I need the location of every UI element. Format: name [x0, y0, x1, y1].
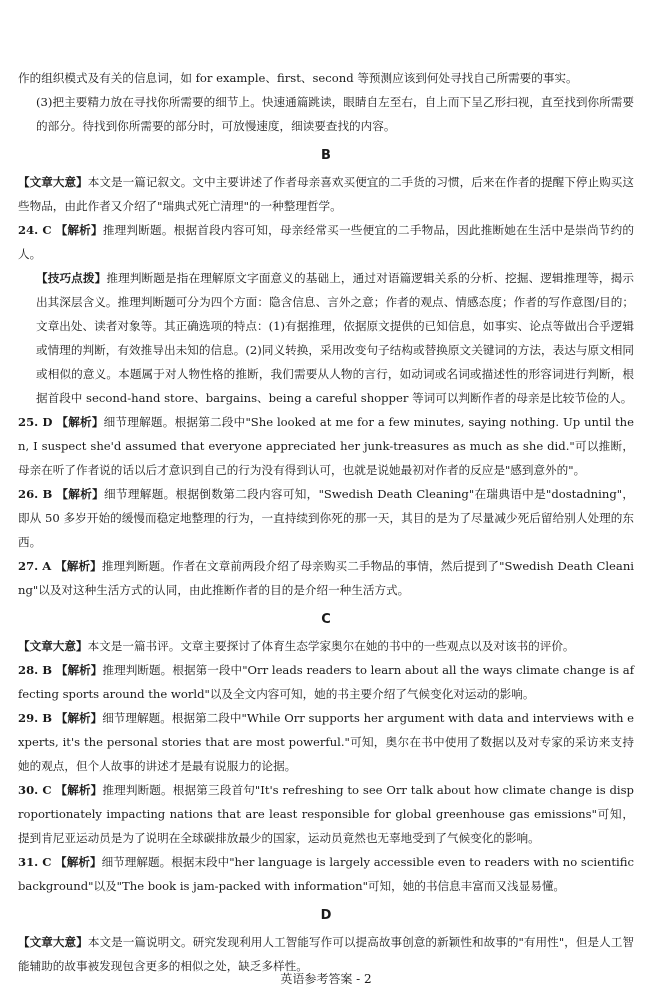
question-number: 26. B — [18, 487, 53, 501]
answer-27 — [18, 554, 634, 602]
answer-28 — [18, 658, 634, 706]
intro-line-2: (3)把主要精力放在寻找你所需要的细节上。快速通篇跳读，眼睛自左至右，自上而下呈乙形扫视，直至找到你所需要的部分。待找到你所需要的部分时，可放慢速度，细读要查找的内容。 — [36, 95, 634, 133]
page-footer: 英语参考答案 - 2 — [280, 972, 372, 986]
analysis-text: 细节理解题。根据末段中"her language is largely accessible even to readers with no scientific background"以及"The book is jam-packed with information"可知，她的书信息丰富而又浅显易懂。 — [18, 855, 634, 893]
answer-30 — [18, 778, 634, 850]
analysis-text: 推理判断题。作者在文章前两段介绍了母亲购买二手物品的事情，然后提到了"Swedish Death Cleaning"以及对这种生活方式的认同，由此推断作者的目的是介绍一种生活方式。 — [18, 559, 634, 597]
analysis-text: 细节理解题。根据第二段中"While Orr supports her argument with data and interviews with experts, it's the personal stories that are most powerful."可知，奥尔在书中使用了数据以及对专家的采访来支持她的观点，但个人故事的讲述才是最有说服力的论据。 — [18, 711, 634, 773]
tip-tag: 【技巧点拨】 — [36, 271, 107, 285]
analysis-text: 细节理解题。根据倒数第二段内容可知，"Swedish Death Cleaning"在瑞典语中是"dostadning"，即从 50 多岁开始的缓慢而稳定地整理的行为，一直持续到你死的那一天，其目的是为了尽量减少死后留给别人处理的东西。 — [18, 487, 634, 549]
summary-tag: 【文章大意】 — [18, 935, 88, 949]
analysis-tag: 【解析】 — [55, 855, 102, 869]
intro-line-1: 作的组织模式及有关的信息词，如 for example、first、second 等预测应该到何处寻找自己所需要的事实。 — [18, 71, 578, 85]
question-number: 28. B — [18, 663, 53, 677]
answer-26 — [18, 482, 634, 554]
tip-24 — [18, 266, 634, 410]
analysis-tag: 【解析】 — [55, 783, 103, 797]
analysis-text: 推理判断题。根据首段内容可知，母亲经常买一些便宜的二手物品，因此推断她在生活中是崇尚节约的人。 — [18, 223, 634, 261]
summary-text: 本文是一篇说明文。研究发现利用人工智能写作可以提高故事创意的新颖性和故事的"有用性"，但是人工智能辅助的故事被发现包含更多的相似之处，缺乏多样性。 — [18, 935, 634, 973]
analysis-tag: 【解析】 — [55, 711, 103, 725]
answer-24 — [18, 218, 634, 266]
question-number: 24. C — [18, 223, 52, 237]
question-number: 30. C — [18, 783, 52, 797]
analysis-tag: 【解析】 — [56, 415, 104, 429]
analysis-tag: 【解析】 — [56, 487, 105, 501]
summary-text: 本文是一篇记叙文。文中主要讲述了作者母亲喜欢买便宜的二手货的习惯，后来在作者的提醒下停止购买这些物品，由此作者又介绍了"瑞典式死亡清理"的一种整理哲学。 — [18, 175, 634, 213]
section-b-heading: B — [321, 148, 331, 163]
summary-tag: 【文章大意】 — [18, 639, 88, 653]
question-number: 29. B — [18, 711, 53, 725]
analysis-tag: 【解析】 — [55, 559, 102, 573]
analysis-text: 推理判断题。根据第一段中"Orr leads readers to learn about all the ways climate change is affecting sports around the world"以及全文内容可知，她的书主要介绍了气候变化对运动的影响。 — [18, 663, 634, 701]
analysis-tag: 【解析】 — [55, 663, 103, 677]
question-number: 25. D — [18, 415, 53, 429]
answer-31 — [18, 850, 634, 898]
question-number: 31. C — [18, 855, 52, 869]
answer-29 — [18, 706, 634, 778]
tip-text: 推理判断题是指在理解原文字面意义的基础上，通过对语篇逻辑关系的分析、挖掘、逻辑推理等，揭示出其深层含义。推理判断题可分为四个方面：隐含信息、言外之意；作者的观点、情感态度；作者的写作意图/目的；文章出处、读者对象等。其正确选项的特点：(1)有据推理，依据原文提供的已知信息，如事实、论点等做出合乎逻辑或情理的判断，有效推导出未知的信息。(2)同义转换，采用改变句子结构或替换原文关键词的方法，表达与原文相同或相似的意义。本题属于对人物性格的推断，我们需要从人物的言行，如动词或名词或描述性的形容词进行判断，根据首段中 second-hand store、bargains、being a careful shopper 等词可以判断作者的母亲是比较节俭的人。 — [36, 271, 634, 405]
section-b-summary — [18, 170, 634, 218]
summary-tag: 【文章大意】 — [18, 175, 88, 189]
answer-25 — [18, 410, 634, 482]
analysis-text: 推理判断题。根据第三段首句"It's refreshing to see Orr talk about how climate change is disproportionately impacting nations that are least responsible for global greenhouse gas emissions"可知，提到肯尼亚运动员是为了说明在全球碳排放最少的国家，运动员竟然也无辜地受到了气候变化的影响。 — [18, 783, 634, 845]
analysis-text: 细节理解题。根据第二段中"She looked at me for a few minutes, saying nothing. Up until then, I suspect she'd assumed that everyone appreciated her junk-treasures as much as she did."可以推断，母亲在听了作者说的话以后才意识到自己的行为没有得到认可，也就是说她最初对作者的反应是"感到意外的"。 — [18, 415, 634, 477]
section-c-heading: C — [321, 612, 331, 627]
section-d-heading: D — [320, 908, 332, 923]
section-c-summary — [18, 634, 634, 658]
question-number: 27. A — [18, 559, 52, 573]
summary-text: 本文是一篇书评。文章主要探讨了体育生态学家奥尔在她的书中的一些观点以及对该书的评价。 — [87, 639, 575, 653]
analysis-tag: 【解析】 — [55, 223, 103, 237]
